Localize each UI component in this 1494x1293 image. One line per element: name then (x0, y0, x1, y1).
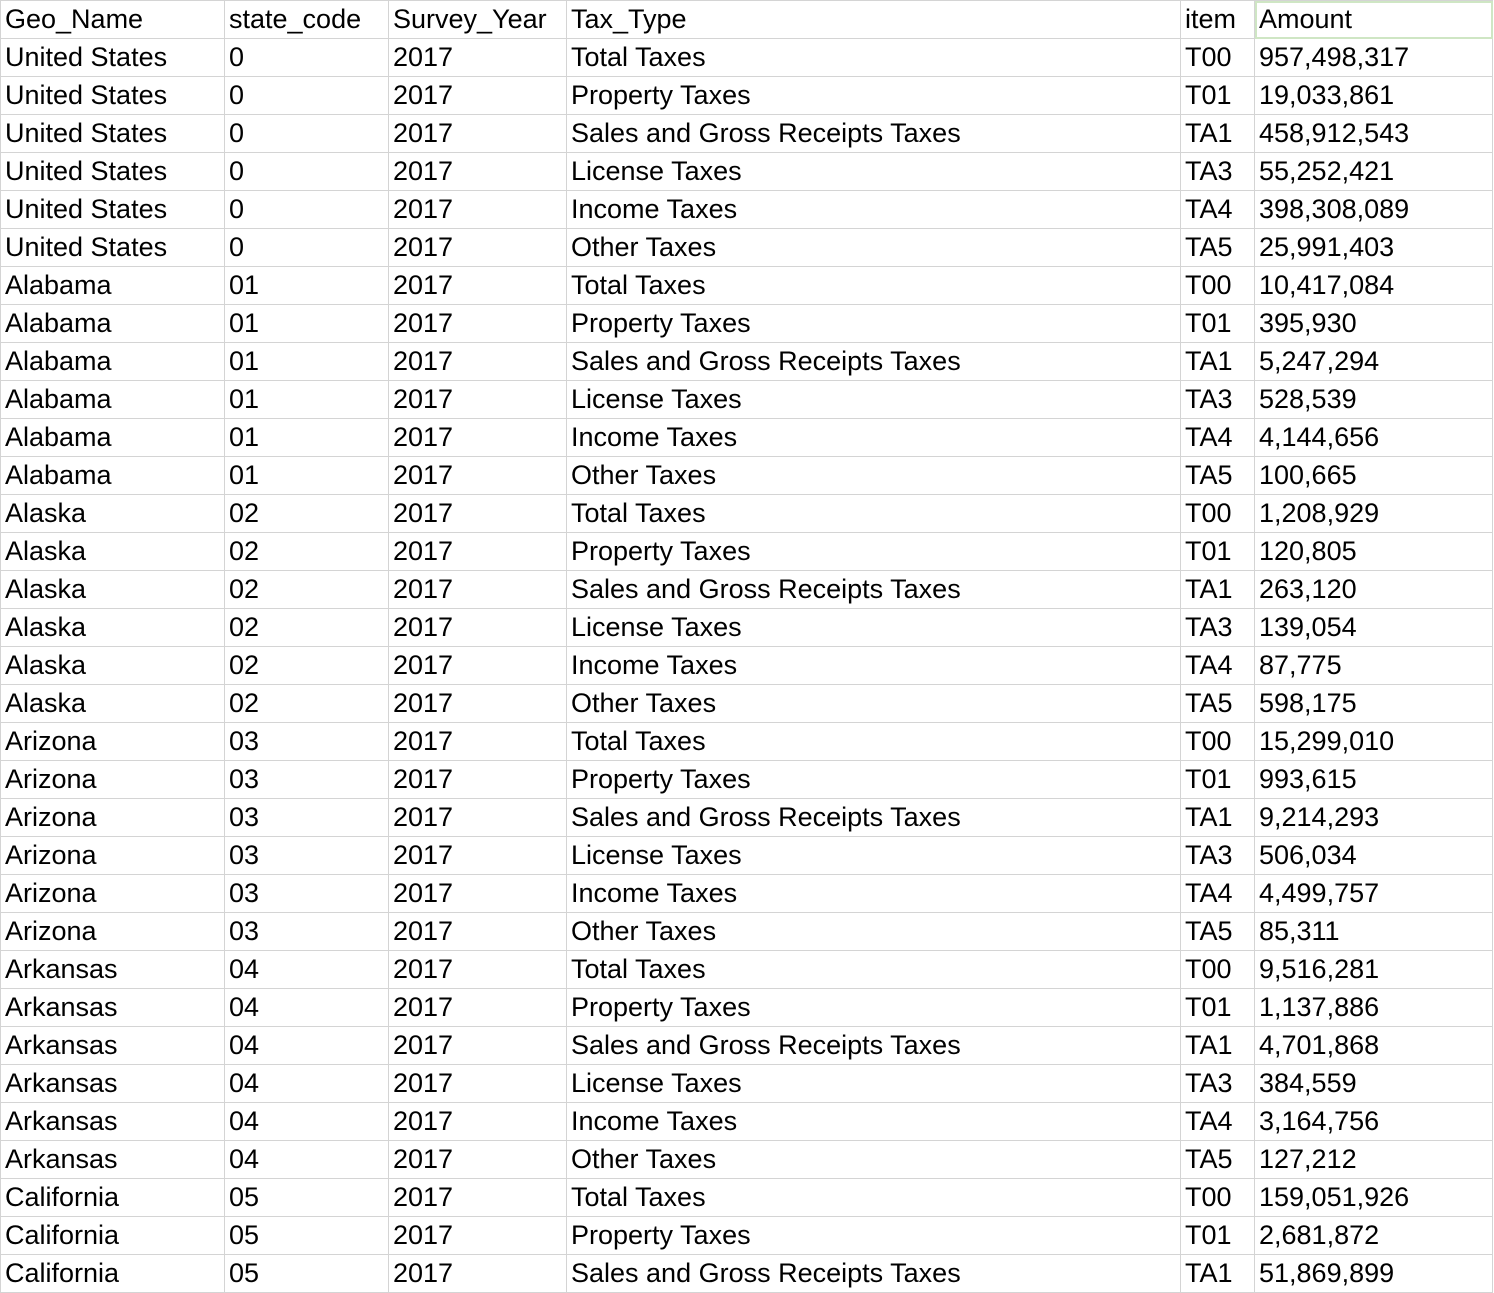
cell-item[interactable]: TA1 (1181, 1027, 1255, 1065)
cell-survey-year[interactable]: 2017 (389, 1141, 567, 1179)
cell-item[interactable]: TA4 (1181, 419, 1255, 457)
cell-amount[interactable]: 127,212 (1255, 1141, 1493, 1179)
table-row (1, 875, 1493, 913)
cell-state-code[interactable]: 03 (225, 723, 389, 761)
cell-survey-year[interactable]: 2017 (389, 571, 567, 609)
cell-item[interactable]: T01 (1181, 989, 1255, 1027)
cell-state-code[interactable]: 02 (225, 533, 389, 571)
cell-tax-type[interactable]: Property Taxes (567, 533, 1181, 571)
cell-survey-year[interactable]: 2017 (389, 77, 567, 115)
cell-amount[interactable]: 15,299,010 (1255, 723, 1493, 761)
cell-tax-type[interactable]: Income Taxes (567, 419, 1181, 457)
cell-state-code[interactable]: 0 (225, 115, 389, 153)
cell-amount[interactable]: 87,775 (1255, 647, 1493, 685)
table-row (1, 39, 1493, 77)
cell-amount[interactable]: 993,615 (1255, 761, 1493, 799)
cell-item[interactable]: T01 (1181, 761, 1255, 799)
cell-survey-year[interactable]: 2017 (389, 837, 567, 875)
cell-tax-type[interactable]: Income Taxes (567, 1103, 1181, 1141)
cell-tax-type[interactable]: Other Taxes (567, 913, 1181, 951)
cell-item[interactable]: TA4 (1181, 191, 1255, 229)
cell-item[interactable]: TA5 (1181, 1141, 1255, 1179)
cell-geo-name[interactable]: Alaska (1, 571, 225, 609)
cell-survey-year[interactable]: 2017 (389, 457, 567, 495)
table-row (1, 1255, 1493, 1293)
cell-amount[interactable]: 398,308,089 (1255, 191, 1493, 229)
cell-tax-type[interactable]: Total Taxes (567, 267, 1181, 305)
cell-tax-type[interactable]: Sales and Gross Receipts Taxes (567, 799, 1181, 837)
cell-item[interactable]: TA4 (1181, 1103, 1255, 1141)
cell-item[interactable]: T00 (1181, 1179, 1255, 1217)
cell-tax-type[interactable]: Other Taxes (567, 1141, 1181, 1179)
header-cell-amount[interactable]: Amount (1255, 1, 1493, 39)
cell-state-code[interactable]: 0 (225, 39, 389, 77)
cell-item[interactable]: TA4 (1181, 875, 1255, 913)
cell-geo-name[interactable]: California (1, 1179, 225, 1217)
cell-tax-type[interactable]: Total Taxes (567, 1179, 1181, 1217)
cell-geo-name[interactable]: Alaska (1, 533, 225, 571)
cell-survey-year[interactable]: 2017 (389, 647, 567, 685)
table-row (1, 1027, 1493, 1065)
cell-survey-year[interactable]: 2017 (389, 761, 567, 799)
cell-amount[interactable]: 506,034 (1255, 837, 1493, 875)
cell-state-code[interactable]: 01 (225, 381, 389, 419)
cell-state-code[interactable]: 04 (225, 951, 389, 989)
cell-tax-type[interactable]: Sales and Gross Receipts Taxes (567, 571, 1181, 609)
table-row (1, 685, 1493, 723)
table-row (1, 761, 1493, 799)
cell-amount[interactable]: 120,805 (1255, 533, 1493, 571)
cell-geo-name[interactable]: Arkansas (1, 951, 225, 989)
cell-geo-name[interactable]: United States (1, 39, 225, 77)
table-row (1, 951, 1493, 989)
cell-geo-name[interactable]: Alabama (1, 267, 225, 305)
cell-amount[interactable]: 9,214,293 (1255, 799, 1493, 837)
table-row (1, 533, 1493, 571)
table-row (1, 1141, 1493, 1179)
table-row (1, 1065, 1493, 1103)
cell-survey-year[interactable]: 2017 (389, 609, 567, 647)
cell-tax-type[interactable]: Total Taxes (567, 723, 1181, 761)
cell-amount[interactable]: 159,051,926 (1255, 1179, 1493, 1217)
cell-amount[interactable]: 10,417,084 (1255, 267, 1493, 305)
cell-survey-year[interactable]: 2017 (389, 875, 567, 913)
cell-tax-type[interactable]: Other Taxes (567, 457, 1181, 495)
cell-item[interactable]: T01 (1181, 77, 1255, 115)
cell-tax-type[interactable]: Sales and Gross Receipts Taxes (567, 1027, 1181, 1065)
cell-survey-year[interactable]: 2017 (389, 1179, 567, 1217)
table-row (1, 837, 1493, 875)
table-row (1, 799, 1493, 837)
cell-tax-type[interactable]: Income Taxes (567, 647, 1181, 685)
table-row (1, 229, 1493, 267)
cell-item[interactable]: TA1 (1181, 115, 1255, 153)
cell-state-code[interactable]: 04 (225, 989, 389, 1027)
cell-state-code[interactable]: 03 (225, 837, 389, 875)
cell-amount[interactable]: 4,144,656 (1255, 419, 1493, 457)
cell-survey-year[interactable]: 2017 (389, 723, 567, 761)
cell-item[interactable]: T00 (1181, 39, 1255, 77)
cell-amount[interactable]: 51,869,899 (1255, 1255, 1493, 1293)
cell-geo-name[interactable]: Alaska (1, 685, 225, 723)
cell-amount[interactable]: 957,498,317 (1255, 39, 1493, 77)
cell-state-code[interactable]: 02 (225, 495, 389, 533)
cell-amount[interactable]: 139,054 (1255, 609, 1493, 647)
table-row (1, 457, 1493, 495)
cell-item[interactable]: TA5 (1181, 913, 1255, 951)
table-row (1, 267, 1493, 305)
table-row (1, 647, 1493, 685)
cell-state-code[interactable]: 02 (225, 609, 389, 647)
cell-tax-type[interactable]: License Taxes (567, 381, 1181, 419)
cell-geo-name[interactable]: Alaska (1, 609, 225, 647)
cell-survey-year[interactable]: 2017 (389, 1065, 567, 1103)
cell-survey-year[interactable]: 2017 (389, 1255, 567, 1293)
cell-survey-year[interactable]: 2017 (389, 419, 567, 457)
cell-item[interactable]: TA3 (1181, 153, 1255, 191)
table-row (1, 77, 1493, 115)
cell-state-code[interactable]: 03 (225, 799, 389, 837)
cell-survey-year[interactable]: 2017 (389, 799, 567, 837)
cell-state-code[interactable]: 03 (225, 875, 389, 913)
cell-survey-year[interactable]: 2017 (389, 685, 567, 723)
cell-amount[interactable]: 384,559 (1255, 1065, 1493, 1103)
cell-tax-type[interactable]: Total Taxes (567, 951, 1181, 989)
cell-geo-name[interactable]: Alaska (1, 647, 225, 685)
cell-state-code[interactable]: 01 (225, 419, 389, 457)
cell-state-code[interactable]: 05 (225, 1255, 389, 1293)
cell-amount[interactable]: 263,120 (1255, 571, 1493, 609)
cell-state-code[interactable]: 0 (225, 153, 389, 191)
cell-state-code[interactable]: 03 (225, 913, 389, 951)
cell-geo-name[interactable]: Arizona (1, 761, 225, 799)
cell-amount[interactable]: 395,930 (1255, 305, 1493, 343)
cell-tax-type[interactable]: Income Taxes (567, 875, 1181, 913)
cell-tax-type[interactable]: Sales and Gross Receipts Taxes (567, 343, 1181, 381)
cell-survey-year[interactable]: 2017 (389, 989, 567, 1027)
cell-item[interactable]: T00 (1181, 267, 1255, 305)
cell-tax-type[interactable]: Property Taxes (567, 989, 1181, 1027)
cell-state-code[interactable]: 05 (225, 1217, 389, 1255)
cell-state-code[interactable]: 01 (225, 457, 389, 495)
cell-item[interactable]: T00 (1181, 723, 1255, 761)
cell-survey-year[interactable]: 2017 (389, 153, 567, 191)
cell-tax-type[interactable]: License Taxes (567, 1065, 1181, 1103)
cell-geo-name[interactable]: United States (1, 191, 225, 229)
cell-survey-year[interactable]: 2017 (389, 381, 567, 419)
table-row (1, 1179, 1493, 1217)
cell-item[interactable]: TA5 (1181, 685, 1255, 723)
cell-geo-name[interactable]: Arkansas (1, 989, 225, 1027)
cell-geo-name[interactable]: Arizona (1, 723, 225, 761)
cell-tax-type[interactable]: Property Taxes (567, 761, 1181, 799)
cell-tax-type[interactable]: Other Taxes (567, 229, 1181, 267)
table-row (1, 153, 1493, 191)
table-row (1, 495, 1493, 533)
cell-item[interactable]: TA1 (1181, 343, 1255, 381)
cell-item[interactable]: T00 (1181, 951, 1255, 989)
cell-tax-type[interactable]: Other Taxes (567, 685, 1181, 723)
cell-amount[interactable]: 100,665 (1255, 457, 1493, 495)
cell-survey-year[interactable]: 2017 (389, 305, 567, 343)
table-row (1, 609, 1493, 647)
cell-survey-year[interactable]: 2017 (389, 229, 567, 267)
cell-amount[interactable]: 19,033,861 (1255, 77, 1493, 115)
cell-survey-year[interactable]: 2017 (389, 1103, 567, 1141)
cell-amount[interactable]: 9,516,281 (1255, 951, 1493, 989)
cell-survey-year[interactable]: 2017 (389, 343, 567, 381)
cell-amount[interactable]: 25,991,403 (1255, 229, 1493, 267)
header-cell-state-code[interactable]: state_code (225, 1, 389, 39)
cell-tax-type[interactable]: License Taxes (567, 609, 1181, 647)
cell-survey-year[interactable]: 2017 (389, 951, 567, 989)
cell-tax-type[interactable]: Property Taxes (567, 1217, 1181, 1255)
cell-item[interactable]: TA4 (1181, 647, 1255, 685)
cell-item[interactable]: TA1 (1181, 571, 1255, 609)
cell-amount[interactable]: 5,247,294 (1255, 343, 1493, 381)
cell-tax-type[interactable]: Total Taxes (567, 495, 1181, 533)
cell-survey-year[interactable]: 2017 (389, 913, 567, 951)
cell-amount[interactable]: 1,208,929 (1255, 495, 1493, 533)
cell-item[interactable]: T01 (1181, 305, 1255, 343)
table-row (1, 191, 1493, 229)
cell-item[interactable]: TA3 (1181, 609, 1255, 647)
cell-geo-name[interactable]: Alabama (1, 343, 225, 381)
cell-geo-name[interactable]: California (1, 1255, 225, 1293)
cell-survey-year[interactable]: 2017 (389, 1027, 567, 1065)
cell-state-code[interactable]: 05 (225, 1179, 389, 1217)
cell-geo-name[interactable]: Alabama (1, 457, 225, 495)
cell-geo-name[interactable]: United States (1, 77, 225, 115)
cell-state-code[interactable]: 01 (225, 305, 389, 343)
cell-amount[interactable]: 85,311 (1255, 913, 1493, 951)
cell-amount[interactable]: 3,164,756 (1255, 1103, 1493, 1141)
cell-geo-name[interactable]: Alabama (1, 381, 225, 419)
cell-tax-type[interactable]: Income Taxes (567, 191, 1181, 229)
cell-geo-name[interactable]: Arkansas (1, 1103, 225, 1141)
cell-geo-name[interactable]: Alabama (1, 305, 225, 343)
cell-geo-name[interactable]: United States (1, 115, 225, 153)
cell-geo-name[interactable]: Arizona (1, 799, 225, 837)
cell-item[interactable]: T00 (1181, 495, 1255, 533)
cell-tax-type[interactable]: Sales and Gross Receipts Taxes (567, 115, 1181, 153)
cell-state-code[interactable]: 0 (225, 229, 389, 267)
cell-state-code[interactable]: 04 (225, 1141, 389, 1179)
cell-tax-type[interactable]: License Taxes (567, 837, 1181, 875)
cell-item[interactable]: TA3 (1181, 1065, 1255, 1103)
cell-amount[interactable]: 4,499,757 (1255, 875, 1493, 913)
table-row (1, 571, 1493, 609)
cell-item[interactable]: TA1 (1181, 799, 1255, 837)
cell-survey-year[interactable]: 2017 (389, 39, 567, 77)
cell-survey-year[interactable]: 2017 (389, 115, 567, 153)
cell-item[interactable]: TA5 (1181, 457, 1255, 495)
table-row (1, 381, 1493, 419)
cell-geo-name[interactable]: United States (1, 153, 225, 191)
table-row (1, 419, 1493, 457)
cell-survey-year[interactable]: 2017 (389, 495, 567, 533)
cell-geo-name[interactable]: Alabama (1, 419, 225, 457)
cell-tax-type[interactable]: Property Taxes (567, 305, 1181, 343)
table-row (1, 1103, 1493, 1141)
cell-geo-name[interactable]: Alaska (1, 495, 225, 533)
header-cell-tax-type[interactable]: Tax_Type (567, 1, 1181, 39)
cell-item[interactable]: TA3 (1181, 837, 1255, 875)
cell-amount[interactable]: 2,681,872 (1255, 1217, 1493, 1255)
cell-tax-type[interactable]: Total Taxes (567, 39, 1181, 77)
cell-state-code[interactable]: 0 (225, 77, 389, 115)
table-row (1, 913, 1493, 951)
cell-state-code[interactable]: 0 (225, 191, 389, 229)
cell-geo-name[interactable]: United States (1, 229, 225, 267)
cell-state-code[interactable]: 02 (225, 685, 389, 723)
cell-amount[interactable]: 598,175 (1255, 685, 1493, 723)
cell-state-code[interactable]: 04 (225, 1027, 389, 1065)
cell-amount[interactable]: 1,137,886 (1255, 989, 1493, 1027)
cell-state-code[interactable]: 04 (225, 1065, 389, 1103)
cell-state-code[interactable]: 02 (225, 647, 389, 685)
table-row (1, 989, 1493, 1027)
cell-survey-year[interactable]: 2017 (389, 533, 567, 571)
cell-tax-type[interactable]: Property Taxes (567, 77, 1181, 115)
table-row (1, 343, 1493, 381)
cell-geo-name[interactable]: Arkansas (1, 1141, 225, 1179)
cell-state-code[interactable]: 03 (225, 761, 389, 799)
cell-survey-year[interactable]: 2017 (389, 191, 567, 229)
cell-item[interactable]: TA3 (1181, 381, 1255, 419)
cell-tax-type[interactable]: License Taxes (567, 153, 1181, 191)
cell-geo-name[interactable]: Arizona (1, 913, 225, 951)
cell-item[interactable]: TA1 (1181, 1255, 1255, 1293)
cell-state-code[interactable]: 01 (225, 267, 389, 305)
cell-state-code[interactable]: 02 (225, 571, 389, 609)
table-row (1, 723, 1493, 761)
cell-geo-name[interactable]: Arizona (1, 875, 225, 913)
table-row (1, 305, 1493, 343)
cell-geo-name[interactable]: California (1, 1217, 225, 1255)
header-cell-survey-year[interactable]: Survey_Year (389, 1, 567, 39)
table-row (1, 115, 1493, 153)
header-cell-geo-name[interactable]: Geo_Name (1, 1, 225, 39)
header-cell-item[interactable]: item (1181, 1, 1255, 39)
cell-amount[interactable]: 4,701,868 (1255, 1027, 1493, 1065)
cell-amount[interactable]: 55,252,421 (1255, 153, 1493, 191)
cell-item[interactable]: T01 (1181, 533, 1255, 571)
cell-item[interactable]: TA5 (1181, 229, 1255, 267)
cell-survey-year[interactable]: 2017 (389, 267, 567, 305)
cell-state-code[interactable]: 01 (225, 343, 389, 381)
cell-state-code[interactable]: 04 (225, 1103, 389, 1141)
cell-tax-type[interactable]: Sales and Gross Receipts Taxes (567, 1255, 1181, 1293)
cell-geo-name[interactable]: Arkansas (1, 1065, 225, 1103)
cell-item[interactable]: T01 (1181, 1217, 1255, 1255)
cell-amount[interactable]: 458,912,543 (1255, 115, 1493, 153)
header-row (1, 1, 1493, 39)
cell-amount[interactable]: 528,539 (1255, 381, 1493, 419)
cell-geo-name[interactable]: Arizona (1, 837, 225, 875)
cell-geo-name[interactable]: Arkansas (1, 1027, 225, 1065)
cell-survey-year[interactable]: 2017 (389, 1217, 567, 1255)
table-row (1, 1217, 1493, 1255)
